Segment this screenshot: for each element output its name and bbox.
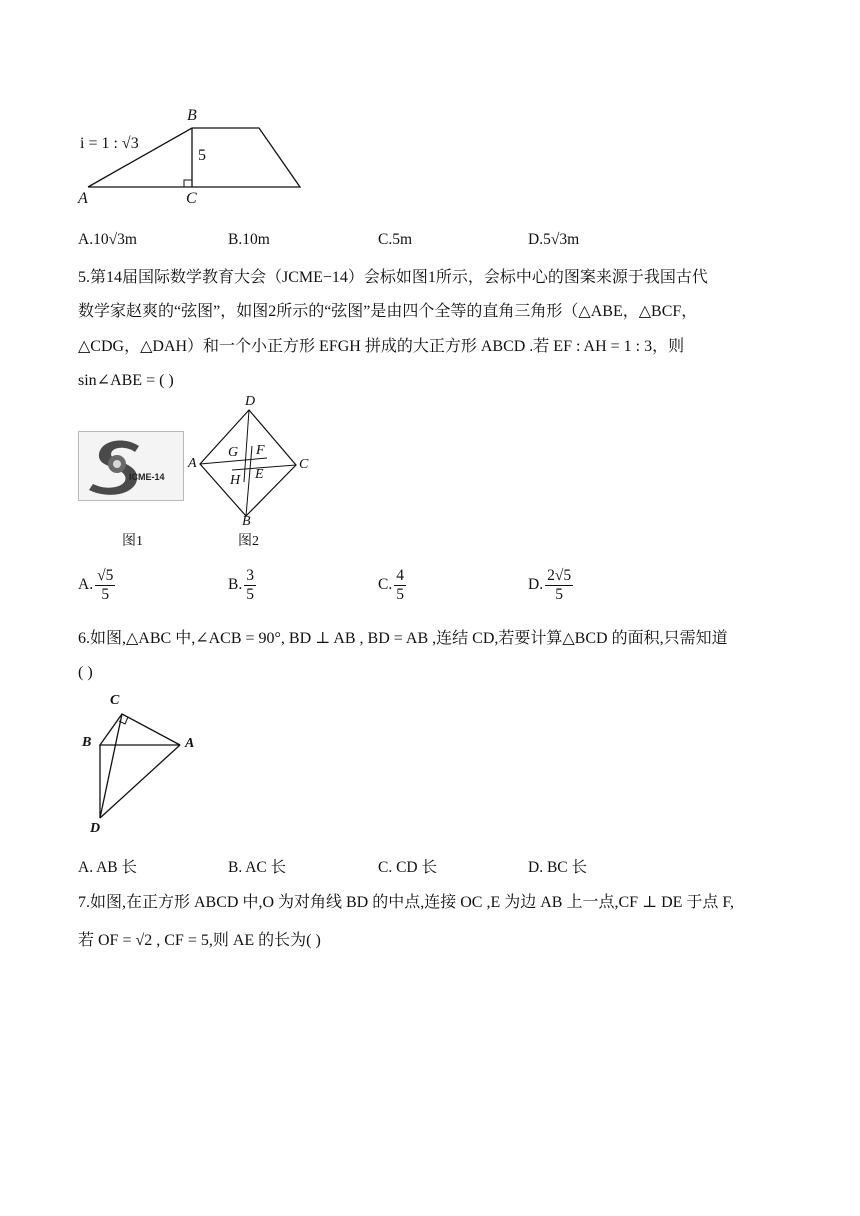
q6-option-a[interactable]: A. AB 长: [78, 859, 137, 876]
string-figure: [188, 394, 320, 530]
fig2-point-h: H: [230, 473, 241, 488]
q6-point-a: A: [185, 736, 195, 751]
q5-option-c[interactable]: C. $\frac{4}{5}$: [378, 567, 404, 603]
q6-point-d: D: [90, 821, 101, 836]
q6-line2: ( ): [78, 664, 93, 681]
logo-text: ICME-14: [129, 472, 165, 482]
q6-point-c: C: [110, 693, 120, 708]
point-c-label: C: [186, 190, 197, 207]
fraction: $\frac{3}{5}$: [246, 567, 254, 603]
q4-option-d[interactable]: D.5√3m: [528, 231, 580, 248]
q5-line2: 数学家赵爽的“弦图”，如图2所示的“弦图”是由四个全等的直角三角形（△ABE，△BCF，: [78, 303, 698, 320]
point-a-label: A: [78, 190, 88, 207]
q6-figure: [78, 693, 208, 843]
fraction: $\frac{2√5}{5}$: [547, 567, 572, 603]
q5-line3: △CDG，△DAH）和一个小正方形 EFGH 拼成的大正方形 ABCD .若 EF : AH = 1 : 3，则: [78, 338, 685, 355]
icme-logo-figure: [78, 431, 184, 501]
q7-line1: 7.如图,在正方形 ABCD 中,O 为对角线 BD 的中点,连接 OC ,E 为边 AB 上一点,CF ⊥ DE 于点 F,: [78, 894, 735, 911]
fig2-point-g: G: [228, 445, 239, 460]
q7-line2: 若 OF = √2 , CF = 5,则 AE 的长为( ): [78, 932, 321, 949]
q4-option-b[interactable]: B.10m: [228, 231, 270, 248]
fig1-caption: 图1: [122, 534, 143, 549]
q6-option-d[interactable]: D. BC 长: [528, 859, 587, 876]
q5-line4: sin∠ABE = ( ): [78, 372, 174, 389]
q5-line1: 5.第14届国际数学教育大会（JCME−14）会标如图1所示，会标中心的图案来源于我国古代: [78, 269, 708, 286]
fig2-point-c: C: [299, 457, 309, 472]
q6-line1: 6.如图,△ABC 中,∠ACB = 90°, BD ⊥ AB , BD = AB ,连结 CD,若要计算△BCD 的面积,只需知道: [78, 630, 728, 647]
q5-option-b[interactable]: B. $\frac{3}{5}$: [228, 567, 254, 603]
fig2-point-f: F: [256, 443, 265, 458]
fig2-point-d: D: [245, 394, 256, 409]
q5-option-a[interactable]: A. $\frac{√5}{5}$: [78, 567, 114, 603]
point-b-label: B: [187, 107, 197, 124]
q4-option-c[interactable]: C.5m: [378, 231, 413, 248]
height-label: 5: [198, 147, 206, 164]
q6-option-b[interactable]: B. AC 长: [228, 859, 287, 876]
fraction: $\frac{√5}{5}$: [97, 567, 114, 603]
fig2-point-e: E: [255, 467, 264, 482]
q6-option-c[interactable]: C. CD 长: [378, 859, 437, 876]
q6-point-b: B: [82, 735, 92, 750]
q4-option-a[interactable]: A.10√3m: [78, 231, 137, 248]
slope-figure: [70, 105, 310, 210]
slope-ratio-label: i = 1 : √3: [80, 135, 139, 152]
icme-logo-icon: [79, 432, 183, 500]
q5-option-d[interactable]: D. $\frac{2√5}{5}$: [528, 567, 572, 603]
fig2-point-a: A: [188, 456, 197, 471]
fig2-caption: 图2: [238, 534, 259, 549]
fraction: $\frac{4}{5}$: [396, 567, 404, 603]
fig2-point-b: B: [242, 514, 251, 529]
